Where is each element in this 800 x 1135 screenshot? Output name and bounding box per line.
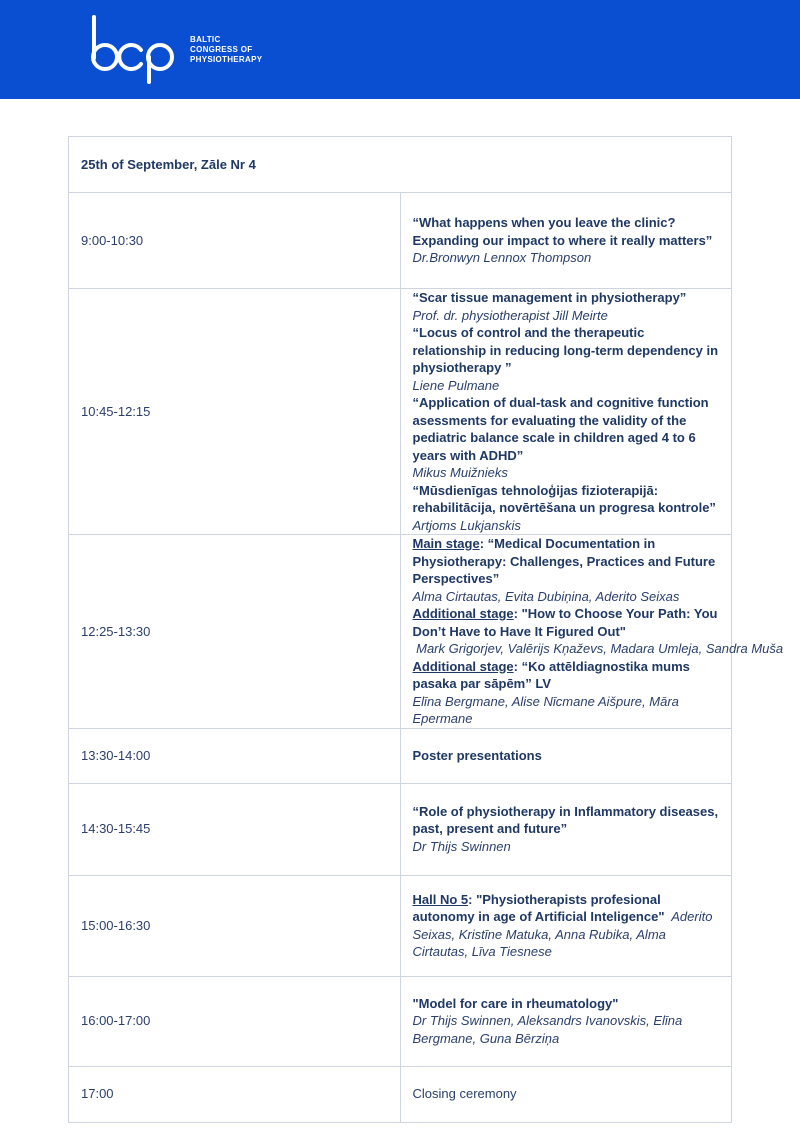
session-cell bbox=[400, 1066, 732, 1122]
stage-label: Main stage bbox=[412, 536, 480, 551]
table-row bbox=[69, 535, 732, 729]
time-cell: 17:00 bbox=[69, 1066, 401, 1122]
session-cell bbox=[400, 728, 732, 783]
table-row bbox=[69, 289, 732, 535]
session-title bbox=[413, 891, 720, 961]
session-speakers: Mark Grigorjev, Valērijs Kņaževs, Madara Umleja, Sandra Muša bbox=[412, 641, 784, 656]
time-cell: 13:30-14:00 bbox=[69, 728, 401, 783]
time-cell: 9:00-10:30 bbox=[69, 193, 401, 289]
bcp-logo bbox=[88, 14, 178, 86]
session-speakers: Artjoms Lukjanskis bbox=[412, 517, 521, 533]
schedule-table bbox=[68, 136, 784, 1123]
session-title: Poster presentations bbox=[412, 747, 542, 763]
stage-separator: : bbox=[479, 536, 488, 551]
session-title: “Role of physiotherapy in Inflammatory diseases, past, present and future” bbox=[412, 803, 719, 837]
table-row bbox=[69, 1066, 732, 1122]
session-title: “Locus of control and the therapeutic relationship in reducing long-term dependency in physiotherapy ” bbox=[412, 325, 719, 375]
stage-separator: : bbox=[513, 606, 522, 621]
session-title: "Model for care in rheumatology" bbox=[412, 995, 619, 1011]
session-speakers: Aderito Seixas, Kristīne Matuka, Anna Rubika, Alma Cirtautas, Līva Tiesnese bbox=[412, 909, 717, 959]
session-title-text: “Medical Documentation in Physiotherapy: Challenges, Practices and Future Perspectives” bbox=[412, 536, 716, 586]
session-speakers: Liene Pulmane bbox=[412, 377, 500, 393]
brand-line: PHYSIOTHERAPY bbox=[190, 55, 263, 64]
session-title-text: "Physiotherapists profesional autonomy in age of Artificial Inteligence" bbox=[412, 891, 665, 924]
time-cell: 10:45-12:15 bbox=[69, 289, 401, 535]
session-title-text: “Ko attēldiagnostika mums pasaka par sāpēm” LV bbox=[412, 658, 690, 691]
session-title: “What happens when you leave the clinic? Expanding our impact to where it really matters” bbox=[412, 215, 713, 248]
table-row bbox=[69, 783, 732, 875]
session-speakers: Prof. dr. physiotherapist Jill Meirte bbox=[412, 307, 608, 323]
session-cell bbox=[400, 976, 732, 1066]
session-title: “Application of dual-task and cognitive function asessments for evaluating the validity of the pediatric balance scale in children aged 4 to 6 years with ADHD” bbox=[412, 395, 709, 463]
stage-label: Additional stage bbox=[412, 658, 514, 674]
brand-name bbox=[190, 35, 262, 65]
table-row bbox=[69, 728, 732, 783]
header-banner bbox=[0, 0, 800, 99]
session-title bbox=[413, 658, 720, 693]
stage-separator: : bbox=[513, 658, 522, 674]
session-title: “Scar tissue management in physiotherapy” bbox=[412, 290, 687, 305]
session-speakers: Dr.Bronwyn Lennox Thompson bbox=[412, 250, 592, 266]
session-speakers: Elīna Bergmane, Alise Nīcmane Aišpure, Māra Epermane bbox=[412, 693, 679, 726]
session-speakers: Dr Thijs Swinnen bbox=[412, 838, 511, 854]
table-row bbox=[69, 875, 732, 976]
schedule-heading: 25th of September, Zāle Nr 4 bbox=[69, 137, 732, 193]
table-row bbox=[69, 976, 732, 1066]
session-title: Closing ceremony bbox=[412, 1086, 517, 1102]
time-cell: 15:00-16:30 bbox=[69, 875, 401, 976]
time-cell: 14:30-15:45 bbox=[69, 783, 401, 875]
session-speakers: Mikus Muižnieks bbox=[412, 465, 508, 480]
stage-label: Additional stage bbox=[412, 606, 514, 621]
session-title: “Mūsdienīgas tehnoloģijas fizioterapijā: rehabilitācija, novērtēšana un progresa kontrole” bbox=[412, 482, 716, 515]
session-cell bbox=[400, 289, 732, 535]
hall-separator: : bbox=[468, 891, 477, 907]
session-cell bbox=[400, 193, 732, 289]
time-cell: 12:25-13:30 bbox=[69, 535, 401, 729]
session-cell bbox=[400, 783, 732, 875]
brand-line: CONGRESS OF bbox=[190, 45, 253, 54]
session-title bbox=[413, 535, 720, 588]
time-cell: 16:00-17:00 bbox=[69, 976, 401, 1066]
brand-line: BALTIC bbox=[190, 35, 221, 44]
session-cell bbox=[400, 535, 784, 729]
hall-label: Hall No 5 bbox=[412, 891, 469, 907]
session-title-text: "How to Choose Your Path: You Don’t Have to Have It Figured Out" bbox=[412, 606, 718, 639]
schedule-heading-row bbox=[69, 137, 732, 193]
session-speakers: Alma Cirtautas, Evita Dubiņina, Aderito Seixas bbox=[412, 588, 680, 604]
session-speakers: Dr Thijs Swinnen, Aleksandrs Ivanovskis, Elīna Bergmane, Guna Bērziņa bbox=[412, 1013, 683, 1046]
table-row bbox=[69, 193, 732, 289]
session-title bbox=[413, 605, 720, 640]
session-cell bbox=[400, 875, 732, 976]
